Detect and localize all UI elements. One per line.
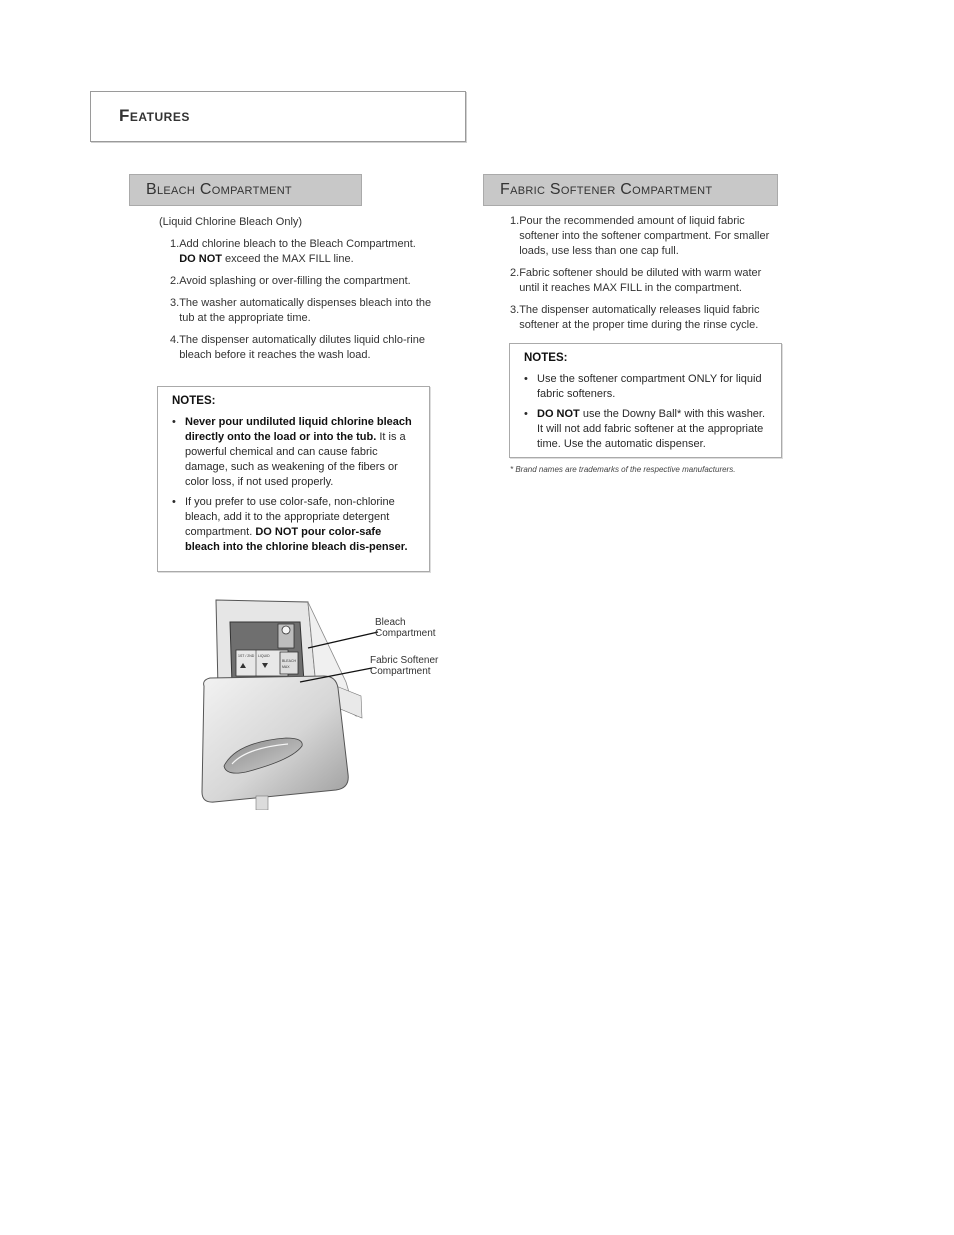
bleach-subtitle: (Liquid Chlorine Bleach Only) (159, 216, 303, 228)
bleach-step-3 (170, 296, 432, 326)
step-number: 1. (170, 238, 180, 250)
bleach-note-2 (172, 495, 415, 555)
step-text-bold: DO NOT (179, 253, 222, 265)
fabric-notes-box (509, 343, 782, 458)
bullet-icon: • (524, 373, 528, 385)
note-text: Use the softener compartment ONLY for liquid fabric softeners. (537, 373, 762, 400)
step-text: The dispenser automatically dilutes liquid chlo-rine bleach before it reaches the wash load. (179, 334, 425, 361)
bleach-step-4 (170, 333, 432, 363)
bullet-icon: • (524, 408, 528, 420)
features-header-box (90, 91, 466, 142)
dispenser-illustration (196, 596, 456, 810)
notes-title: NOTES: (524, 352, 568, 364)
step-number: 1. (510, 215, 520, 227)
note-text: If you prefer to use color-safe, non-chlorine bleach, add it to the appropriate detergent compartment. (185, 496, 395, 538)
fabric-step-3 (510, 303, 782, 333)
step-number: 3. (510, 304, 520, 316)
step-number: 3. (170, 297, 180, 309)
bleach-step-2 (170, 274, 432, 289)
bleach-notes-box (157, 386, 430, 572)
note-bold-text: DO NOT (537, 408, 580, 420)
note-text: It is a powerful chemical and can cause fabric damage, such as weakening of the fibers or color loss, if not used properly. (185, 431, 406, 488)
fabric-step-2 (510, 266, 782, 296)
note-text: use the Downy Ball* with this washer. It will not add fabric softener at the appropriate time. Use the automatic dispenser. (537, 408, 766, 450)
step-text: Pour the recommended amount of liquid fabric softener into the softener compartment. For smaller loads, use less than one cap full. (519, 215, 770, 257)
bleach-section-heading: Bleach Compartment (129, 174, 362, 206)
panel-label-4: MAX (282, 665, 290, 669)
panel-label-1: 1ST / 2ND (238, 654, 255, 658)
bleach-note-1 (172, 415, 415, 490)
fabric-softener-callout (370, 655, 438, 677)
step-text-pre: Add chlorine bleach to the Bleach Compartment. (179, 238, 416, 250)
note-bold-text: DO NOT pour color-safe bleach into the chlorine bleach dis-penser. (185, 526, 408, 553)
note-bold-text: Never pour undiluted liquid chlorine bleach directly onto the load or into the tub. (185, 416, 412, 443)
callout-line: Bleach (375, 617, 406, 628)
step-number: 2. (170, 275, 180, 287)
step-number: 2. (510, 267, 520, 279)
fabric-softener-section-heading: Fabric Softener Compartment (483, 174, 778, 206)
fabric-note-1 (524, 372, 769, 402)
bleach-steps-list (170, 237, 432, 370)
bullet-icon: • (172, 416, 176, 428)
step-text (179, 237, 432, 267)
panel-label-2: LIQUID (258, 654, 270, 658)
step-text: The dispenser automatically releases liquid fabric softener at the proper time during the rinse cycle. (519, 304, 760, 331)
bullet-icon: • (172, 496, 176, 508)
step-text: The washer automatically dispenses bleach into the tub at the appropriate time. (179, 297, 432, 324)
fabric-steps-list (510, 214, 782, 340)
step-text: Fabric softener should be diluted with warm water until it reaches MAX FILL in the compartment. (519, 267, 762, 294)
notes-title: NOTES: (172, 395, 216, 407)
step-number: 4. (170, 334, 180, 346)
fabric-note-2 (524, 407, 769, 452)
callout-line: Fabric Softener (370, 655, 439, 666)
callout-line: Compartment (370, 666, 431, 677)
step-text: Avoid splashing or over-filling the compartment. (179, 275, 411, 287)
bleach-step-1 (170, 237, 432, 267)
bleach-compartment-callout (375, 617, 436, 639)
step-text-post: exceed the MAX FILL line. (221, 253, 354, 265)
fabric-step-1 (510, 214, 782, 259)
trademark-footnote: * Brand names are trademarks of the respective manufacturers. (510, 465, 736, 474)
panel-label-3: BLEACH (282, 659, 297, 663)
page-title: Features (119, 106, 190, 125)
callout-line: Compartment (375, 628, 436, 639)
